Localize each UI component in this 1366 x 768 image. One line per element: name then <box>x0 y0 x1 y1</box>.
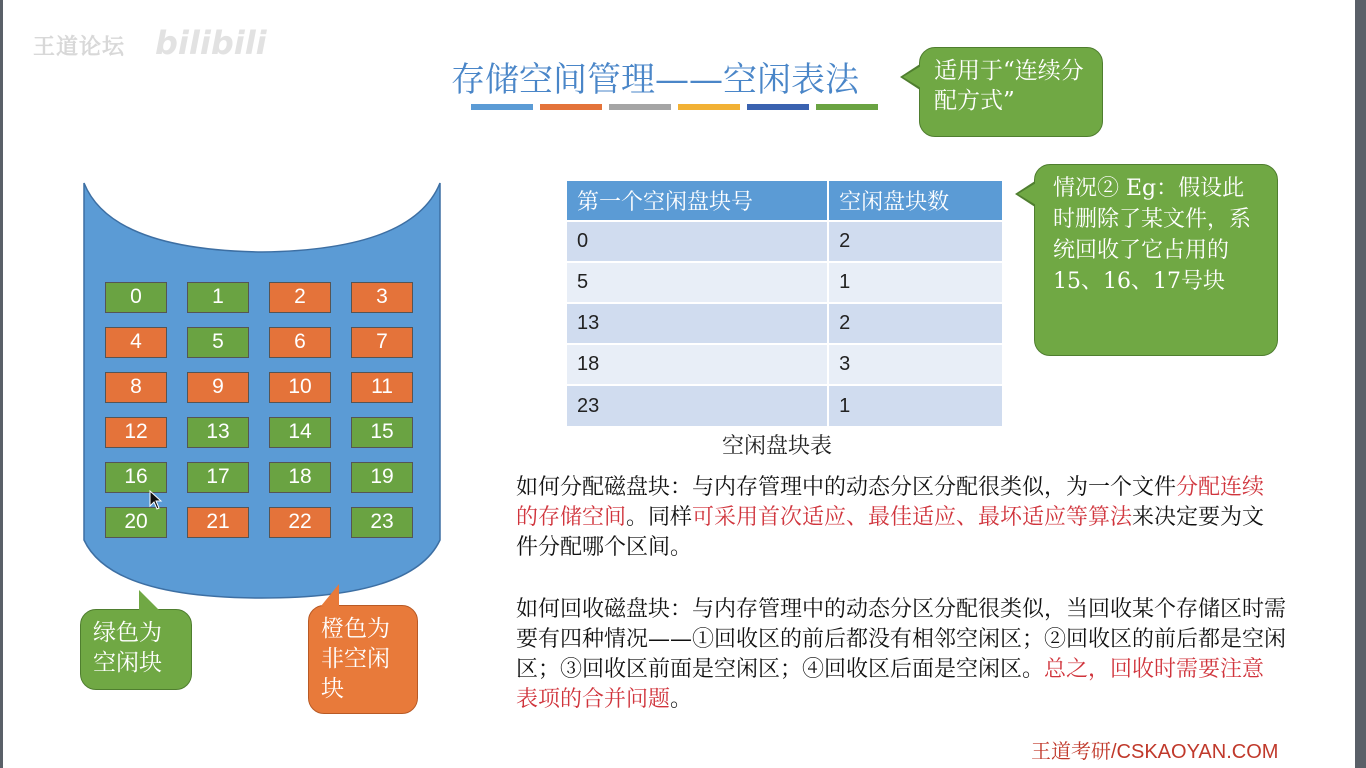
disk-block: 4 <box>105 327 167 358</box>
disk-block: 21 <box>187 507 249 538</box>
table-cell: 2 <box>828 221 1003 262</box>
disk-block: 0 <box>105 282 167 313</box>
allocation-paragraph <box>516 473 1286 563</box>
table-header-cell: 空闲盘块数 <box>828 181 1003 221</box>
disk-block: 20 <box>105 507 167 538</box>
table-header-row <box>567 181 1003 221</box>
table-cell: 18 <box>567 344 828 385</box>
disk-block: 15 <box>351 417 413 448</box>
disk-block: 16 <box>105 462 167 493</box>
callout-orange-legend: 橙色为非空闲块 <box>308 605 418 714</box>
table-cell: 13 <box>567 303 828 344</box>
para1-text-a: 如何分配磁盘块：与内存管理中的动态分区分配很类似，为一个文件 <box>516 475 1177 500</box>
table-cell: 23 <box>567 385 828 426</box>
disk-block: 1 <box>187 282 249 313</box>
disk-block: 9 <box>187 372 249 403</box>
table-cell: 5 <box>567 262 828 303</box>
table-header-cell: 第一个空闲盘块号 <box>567 181 828 221</box>
disk-block: 12 <box>105 417 167 448</box>
para1-highlight-algorithms: 可采用首次适应、最佳适应、最坏适应等算法 <box>692 505 1133 530</box>
disk-block: 23 <box>351 507 413 538</box>
free-block-table <box>567 181 1004 426</box>
table-cell: 0 <box>567 221 828 262</box>
table-caption: 空闲盘块表 <box>722 434 833 459</box>
table-cell: 2 <box>828 303 1003 344</box>
title-bar-5 <box>816 104 878 110</box>
table-row <box>567 262 1003 303</box>
disk-block: 2 <box>269 282 331 313</box>
table-cell: 3 <box>828 344 1003 385</box>
callout-green-legend: 绿色为空闲块 <box>80 609 192 690</box>
title-bar-0 <box>471 104 533 110</box>
slide-title: 存储空间管理——空闲表法 <box>451 60 859 100</box>
callout-continuous-allocation: 适用于“连续分配方式” <box>919 47 1103 137</box>
para1-highlight-contiguous: 分配连续的存储空间 <box>516 475 1265 530</box>
title-bar-4 <box>747 104 809 110</box>
disk-block: 11 <box>351 372 413 403</box>
brand-footer: 王道考研/CSKAOYAN.COM <box>1031 741 1279 763</box>
disk-block: 7 <box>351 327 413 358</box>
disk-block: 19 <box>351 462 413 493</box>
watermark-text: 王道论坛 <box>33 35 126 60</box>
table-row <box>567 221 1003 262</box>
para2-text-a: 如何回收磁盘块：与内存管理中的动态分区分配很类似，当回收某个存储区时需要有四种情况——①回收区的前后都没有相邻空闲区；②回收区的前后都是空闲区；③回收区前面是空闲区；④回收区后面是空闲区。 <box>516 597 1287 682</box>
disk-block: 13 <box>187 417 249 448</box>
disk-block: 14 <box>269 417 331 448</box>
title-bar-1 <box>540 104 602 110</box>
para1-text-c: 。同样 <box>626 505 693 530</box>
disk-block: 10 <box>269 372 331 403</box>
table-row <box>567 344 1003 385</box>
disk-block: 5 <box>187 327 249 358</box>
para2-highlight-merge: 总之，回收时需要注意表项的合并问题 <box>516 657 1265 712</box>
disk-block: 22 <box>269 507 331 538</box>
disk-block: 3 <box>351 282 413 313</box>
para2-text-c: 。 <box>670 687 693 712</box>
title-underline-bars <box>471 104 878 110</box>
bilibili-logo: bilibili <box>155 24 267 62</box>
title-bar-3 <box>678 104 740 110</box>
callout-case-example: 情况② Eg：假设此时删除了某文件，系统回收了它占用的 15、16、17号块 <box>1034 164 1278 356</box>
para1-text-e: 来决定要为文件分配哪个区间。 <box>516 505 1265 560</box>
disk-block: 8 <box>105 372 167 403</box>
mouse-cursor-icon <box>149 490 163 510</box>
disk-block: 18 <box>269 462 331 493</box>
table-row <box>567 385 1003 426</box>
table-cell: 1 <box>828 262 1003 303</box>
disk-block: 6 <box>269 327 331 358</box>
table-row <box>567 303 1003 344</box>
title-bar-2 <box>609 104 671 110</box>
reclaim-paragraph <box>516 595 1286 715</box>
disk-block: 17 <box>187 462 249 493</box>
table-body <box>567 221 1003 426</box>
table-cell: 1 <box>828 385 1003 426</box>
slide <box>3 0 1355 768</box>
